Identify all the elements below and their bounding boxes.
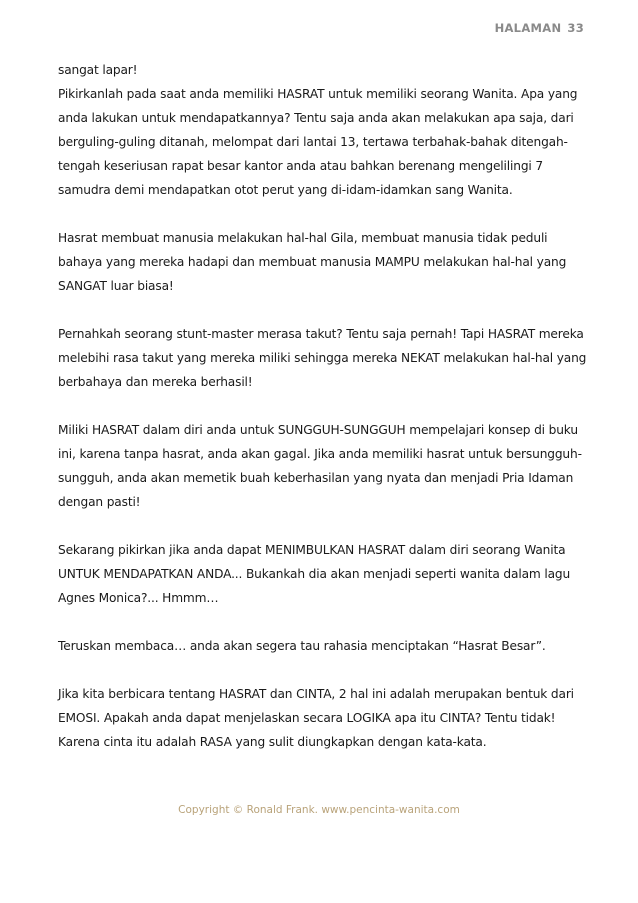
paragraph: Teruskan membaca… anda akan segera tau rahasia menciptakan “Hasrat Besar”. [58,639,546,653]
paragraph: Miliki HASRAT dalam diri anda untuk SUNGGUH-SUNGGUH mempelajari konsep di buku ini, karena tanpa hasrat, anda akan gagal. Jika anda memiliki hasrat untuk bersungguh-sungguh, anda akan memetik buah keberhasilan yang nyata dan menjadi Pria Idaman dengan pasti! [58,423,582,509]
paragraph-continuation: sangat lapar! [58,63,138,77]
page-number: 33 [567,21,584,35]
header-label: HALAMAN [494,21,562,35]
paragraph: Pernahkah seorang stunt-master merasa takut? Tentu saja pernah! Tapi HASRAT mereka melebihi rasa takut yang mereka miliki sehingga mereka NEKAT melakukan hal-hal yang berbahaya dan mereka berhasil! [58,327,587,389]
paragraph: Pikirkanlah pada saat anda memiliki HASRAT untuk memiliki seorang Wanita. Apa yang anda lakukan untuk mendapatkannya? Tentu saja anda akan melakukan apa saja, dari berguling-guling ditanah, melompat dari lantai 13, tertawa terbahak-bahak ditengah-tengah keseriusan rapat besar kantor anda atau bahkan berenang mengelilingi 7 samudra demi mendapatkan otot perut yang di-idam-idamkan sang Wanita. [58,87,578,197]
paragraph: Hasrat membuat manusia melakukan hal-hal Gila, membuat manusia tidak peduli bahaya yang mereka hadapi dan membuat manusia MAMPU melakukan hal-hal yang SANGAT luar biasa! [58,231,567,293]
paragraph: Jika kita berbicara tentang HASRAT dan CINTA, 2 hal ini adalah merupakan bentuk dari EMOSI. Apakah anda dapat menjelaskan secara LOGIKA apa itu CINTA? Tentu tidak! Karena cinta itu adalah RASA yang sulit diungkapkan dengan kata-kata. [58,687,574,749]
page-header [495,21,584,35]
paragraph: Sekarang pikirkan jika anda dapat MENIMBULKAN HASRAT dalam diri seorang Wanita UNTUK MENDAPATKAN ANDA... Bukankah dia akan menjadi seperti wanita dalam lagu Agnes Monica?... Hmmm… [58,543,571,605]
footer-copyright: Copyright © Ronald Frank. www.pencinta-wanita.com [178,804,460,816]
body-text [58,58,593,778]
